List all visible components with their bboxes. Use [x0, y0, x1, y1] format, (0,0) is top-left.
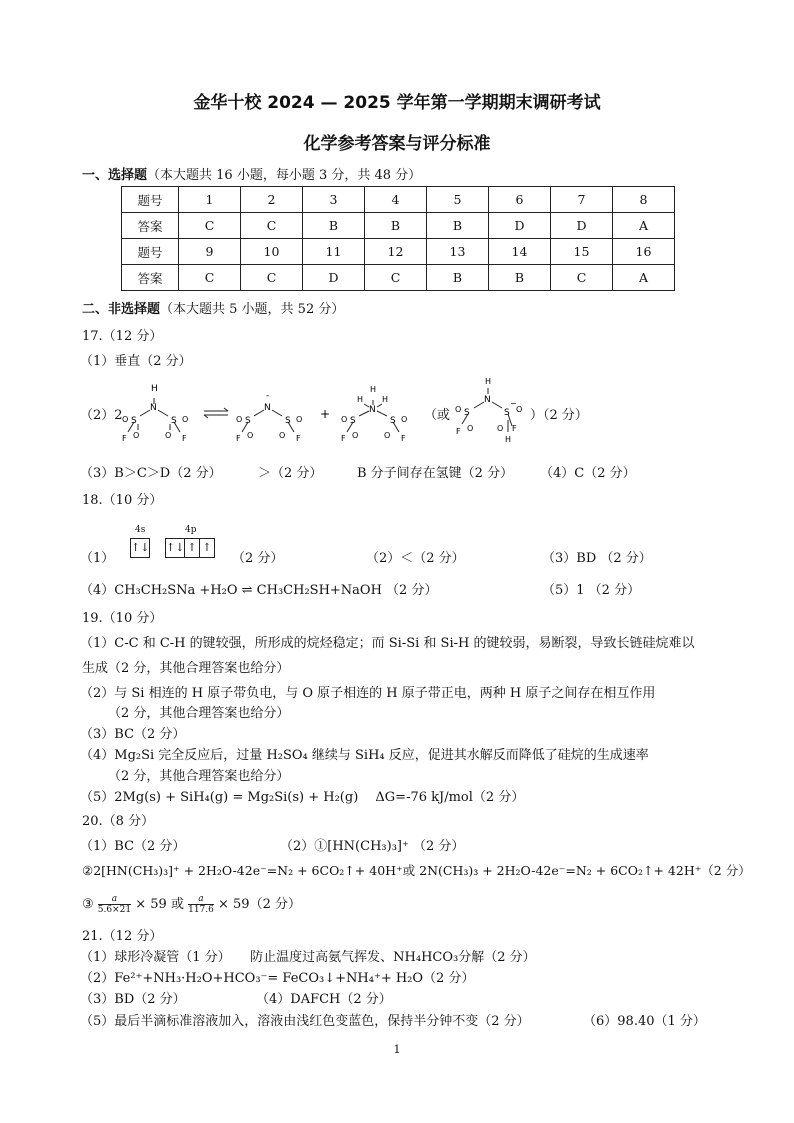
svg-text:O: O: [341, 415, 348, 424]
svg-text:S: S: [245, 416, 251, 426]
svg-text:H: H: [357, 395, 364, 404]
section-1-heading: [82, 164, 421, 183]
q18-answer-4: （4）CH₃CH₂SNa +H₂O ⇌ CH₃CH₂SH+NaOH （2 分）: [80, 583, 438, 598]
table-cell: 1: [179, 187, 241, 213]
table-cell: 题号: [122, 239, 179, 265]
q17-answer-2-or: （或: [424, 408, 451, 423]
q20-answer-3: [82, 893, 301, 915]
table-cell: B: [303, 213, 365, 239]
q18-answer-5: （5）1 （2 分）: [542, 583, 641, 598]
q21-answer-2: （2）Fe²⁺+NH₃·H₂O+HCO₃⁻= FeCO₃↓+NH₄⁺+ H₂O（2 分）: [80, 971, 475, 986]
q18-answer-1-score: （2 分）: [232, 551, 284, 566]
svg-text:O: O: [497, 424, 504, 433]
section-1-label: 一、选择题: [82, 168, 148, 183]
svg-text:F: F: [182, 434, 187, 443]
svg-text:F: F: [401, 434, 406, 443]
q19-answer-1-line1: （1）C-C 和 C-H 的键较强，所形成的烷烃稳定；而 Si-Si 和 Si-H 的键较弱，易断裂，导致长链硅烷难以: [80, 636, 695, 651]
table-cell: 12: [365, 239, 427, 265]
q17-answer-2-prefix: （2）2: [80, 408, 123, 423]
q19-answer-1-line2: 生成（2 分，其他合理答案也给分）: [82, 661, 290, 676]
q19-answer-3: （3）BC（2 分）: [80, 727, 186, 742]
svg-text:N: N: [150, 403, 157, 413]
svg-text:O: O: [296, 415, 303, 424]
table-cell: D: [489, 213, 551, 239]
q20-answer-2-1: （2）①[HN(CH₃)₃]⁺ （2 分）: [280, 839, 465, 854]
table-row: [122, 213, 675, 239]
q18-answer-1-prefix: （1）: [80, 551, 115, 566]
q17-answer-3-part1: （3）B＞C＞D（2 分）: [80, 466, 222, 481]
q19-answer-4-line1: （4）Mg₂Si 完全反应后，过量 H₂SO₄ 继续与 SiH₄ 反应，促进其水解反而降低了硅烷的生成速率: [80, 748, 649, 763]
table-cell: 10: [241, 239, 303, 265]
q21-answer-6: （6）98.40（1 分）: [583, 1014, 706, 1029]
q20-answer-3-end: × 59（2 分）: [218, 897, 301, 912]
svg-text:-: -: [266, 391, 270, 401]
table-cell: D: [551, 213, 613, 239]
fraction-2-denominator: 117.6: [188, 905, 214, 915]
table-cell: 7: [551, 187, 613, 213]
svg-text:O: O: [122, 415, 129, 424]
section-2-label: 二、非选择题: [82, 302, 161, 317]
q17-answer-1: （1）垂直（2 分）: [80, 354, 192, 369]
table-row: [122, 187, 675, 213]
table-cell: C: [241, 213, 303, 239]
table-cell: C: [551, 265, 613, 291]
table-cell: B: [365, 213, 427, 239]
q18-answer-3: （3）BD （2 分）: [542, 551, 652, 566]
q17-answer-2-suffix: ）（2 分）: [530, 408, 588, 423]
orbital-4p-label: 4p: [185, 525, 197, 535]
table-cell: B: [427, 213, 489, 239]
section-2-heading: [82, 298, 344, 317]
svg-text:O: O: [455, 405, 462, 414]
svg-text:H: H: [505, 435, 512, 444]
q21-answer-4: （4）DAFCH（2 分）: [256, 992, 392, 1007]
q20-heading: 20.（8 分）: [82, 814, 155, 829]
svg-text:N: N: [484, 395, 491, 405]
table-cell: 6: [489, 187, 551, 213]
svg-text:F: F: [456, 427, 461, 436]
q20-answer-2-2: ②2[HN(CH₃)₃]⁺ + 2H₂O-42e⁻=N₂ + 6CO₂↑+ 40H⁺或 2N(CH₃)₃ + 2H₂O-42e⁻=N₂ + 6CO₂↑+ 42H⁺（2 分）: [82, 863, 751, 878]
table-cell: 16: [613, 239, 675, 265]
q17-answer-3-part2: ＞（2 分）: [258, 466, 323, 481]
page-subtitle: 化学参考答案与评分标准: [303, 134, 491, 154]
table-cell: 14: [489, 239, 551, 265]
q20-answer-1: （1）BC（2 分）: [80, 839, 186, 854]
table-cell: 3: [303, 187, 365, 213]
fraction-1: [98, 894, 131, 915]
q18-answer-2: （2）＜（2 分）: [366, 551, 465, 566]
table-row: [122, 265, 675, 291]
svg-text:O: O: [133, 431, 140, 440]
q19-heading: 19.（10 分）: [82, 611, 163, 626]
table-cell: 5: [427, 187, 489, 213]
q19-answer-2-line2: （2 分，其他合理答案也给分）: [108, 706, 290, 721]
table-cell: 答案: [122, 213, 179, 239]
q19-answer-4-line2: （2 分，其他合理答案也给分）: [108, 769, 290, 784]
orbital-4s-label: 4s: [135, 525, 146, 535]
svg-text:S: S: [464, 408, 470, 418]
svg-text:O: O: [165, 431, 172, 440]
table-cell: B: [489, 265, 551, 291]
orbital-box-4p: ↑↓ ↑ ↑: [165, 538, 215, 558]
q19-answer-2-line1: （2）与 Si 相连的 H 原子带负电，与 O 原子相连的 H 原子带正电，两种 H 原子之间存在相互作用: [80, 686, 656, 701]
answer-table: [121, 186, 675, 291]
svg-text:F: F: [296, 434, 301, 443]
svg-text:O: O: [401, 415, 408, 424]
fraction-2-numerator: a: [198, 894, 204, 904]
section-1-note: （本大题共 16 小题，每小题 3 分，共 48 分）: [147, 168, 422, 183]
page-title: 金华十校 2024 — 2025 学年第一学期期末调研考试: [193, 93, 601, 113]
svg-text:O: O: [467, 424, 474, 433]
svg-text:N: N: [264, 403, 271, 413]
svg-text:S: S: [171, 416, 177, 426]
q17-heading: 17.（12 分）: [82, 329, 163, 344]
q17-structure-diagram: [110, 378, 440, 450]
q21-answer-3: （3）BD（2 分）: [80, 992, 186, 1007]
table-cell: A: [613, 213, 675, 239]
svg-text:O: O: [236, 415, 243, 424]
table-cell: 4: [365, 187, 427, 213]
q20-answer-3-mid: × 59 或: [135, 897, 184, 912]
table-cell: 9: [179, 239, 241, 265]
table-cell: A: [613, 265, 675, 291]
section-2-note: （本大题共 5 小题，共 52 分）: [160, 302, 345, 317]
table-cell: 答案: [122, 265, 179, 291]
table-cell: C: [241, 265, 303, 291]
svg-text:F: F: [236, 434, 241, 443]
svg-text:H: H: [382, 395, 389, 404]
svg-text:H: H: [151, 384, 158, 394]
q18-heading: 18.（10 分）: [82, 493, 163, 508]
q21-answer-5: （5）最后半滴标准溶液加入，溶液由浅红色变蓝色，保持半分钟不变（2 分）: [80, 1014, 530, 1029]
fraction-1-denominator: 5.6×21: [97, 905, 132, 915]
svg-text:H: H: [370, 385, 377, 394]
table-cell: 15: [551, 239, 613, 265]
table-cell: C: [179, 265, 241, 291]
svg-text:−: −: [510, 399, 517, 408]
page-number: 1: [393, 1043, 401, 1056]
q17-answer-4: （4）C（2 分）: [540, 466, 636, 481]
svg-text:O: O: [516, 405, 523, 414]
svg-text:S: S: [350, 416, 356, 426]
svg-text:O: O: [384, 431, 391, 440]
svg-text:F: F: [122, 434, 127, 443]
table-cell: 13: [427, 239, 489, 265]
svg-text:F: F: [512, 424, 517, 433]
table-cell: 8: [613, 187, 675, 213]
table-cell: 11: [303, 239, 365, 265]
q21-answer-1: （1）球形冷凝管（1 分） 防止温度过高氨气挥发、NH₄HCO₃分解（2 分）: [80, 950, 536, 965]
q17-alt-structure-diagram: [452, 374, 532, 446]
orbital-box-4s: ↑↓: [130, 538, 150, 558]
table-row: [122, 239, 675, 265]
svg-text:O: O: [182, 415, 189, 424]
svg-text:O: O: [279, 431, 286, 440]
svg-text:O: O: [247, 431, 254, 440]
table-cell: B: [427, 265, 489, 291]
table-cell: C: [179, 213, 241, 239]
q17-answer-3-part3: B 分子间存在氢键（2 分）: [357, 466, 514, 481]
svg-text:H: H: [485, 377, 492, 386]
svg-text:+: +: [320, 407, 331, 421]
svg-text:N: N: [369, 405, 376, 415]
table-cell: C: [365, 265, 427, 291]
fraction-2: [188, 894, 214, 915]
table-cell: 题号: [122, 187, 179, 213]
q19-answer-5: （5）2Mg(s) + SiH₄(g) = Mg₂Si(s) + H₂(g) ΔG=-76 kJ/mol（2 分）: [80, 790, 525, 805]
table-cell: D: [303, 265, 365, 291]
q20-circle-3: ③: [82, 897, 94, 912]
svg-text:S: S: [504, 408, 510, 418]
svg-text:S: S: [131, 416, 137, 426]
svg-text:O: O: [352, 431, 359, 440]
svg-text:S: S: [390, 416, 396, 426]
svg-text:S: S: [285, 416, 291, 426]
fraction-1-numerator: a: [111, 894, 118, 904]
q21-heading: 21.（12 分）: [82, 929, 163, 944]
svg-text:F: F: [341, 434, 346, 443]
table-cell: 2: [241, 187, 303, 213]
